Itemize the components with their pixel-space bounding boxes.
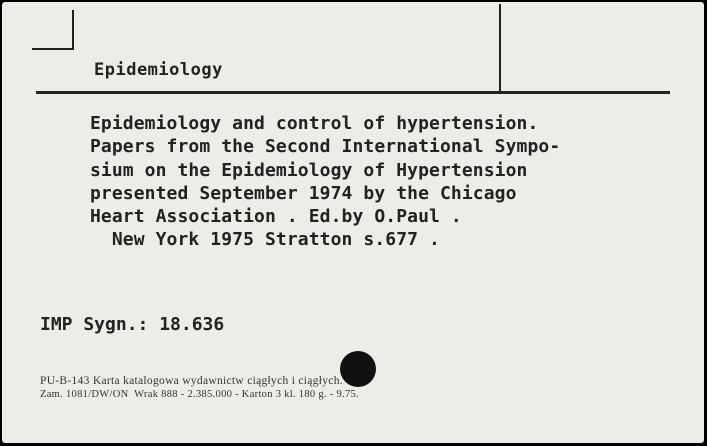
corner-mark-vertical — [72, 10, 74, 50]
entry-line: sium on the Epidemiology of Hypertension — [90, 159, 528, 181]
header-rule — [36, 91, 670, 94]
catalog-card — [2, 2, 704, 443]
header-divider-vertical — [499, 4, 501, 92]
printer-line-1: PU-B-143 Karta katalogowa wydawnictw ciągłych i ciągłych. — [40, 375, 343, 387]
printer-line-2: Zam. 1081/DW/ON Wrak 888 - 2.385.000 - Karton 3 kl. 180 g. - 9.75. — [40, 389, 359, 400]
subject-heading: Epidemiology — [94, 60, 223, 80]
catalog-entry-text — [90, 112, 560, 252]
entry-line: Papers from the Second International Sympo- — [90, 136, 561, 158]
entry-line: presented September 1974 by the Chicago — [90, 182, 517, 204]
entry-line: New York 1975 Stratton s.677 . — [90, 229, 440, 251]
corner-mark-horizontal — [32, 48, 74, 50]
entry-line: Epidemiology and control of hypertension. — [90, 113, 539, 134]
punch-hole — [340, 351, 376, 387]
call-number: IMP Sygn.: 18.636 — [40, 314, 225, 335]
entry-line: Heart Association . Ed.by O.Paul . — [90, 206, 462, 228]
